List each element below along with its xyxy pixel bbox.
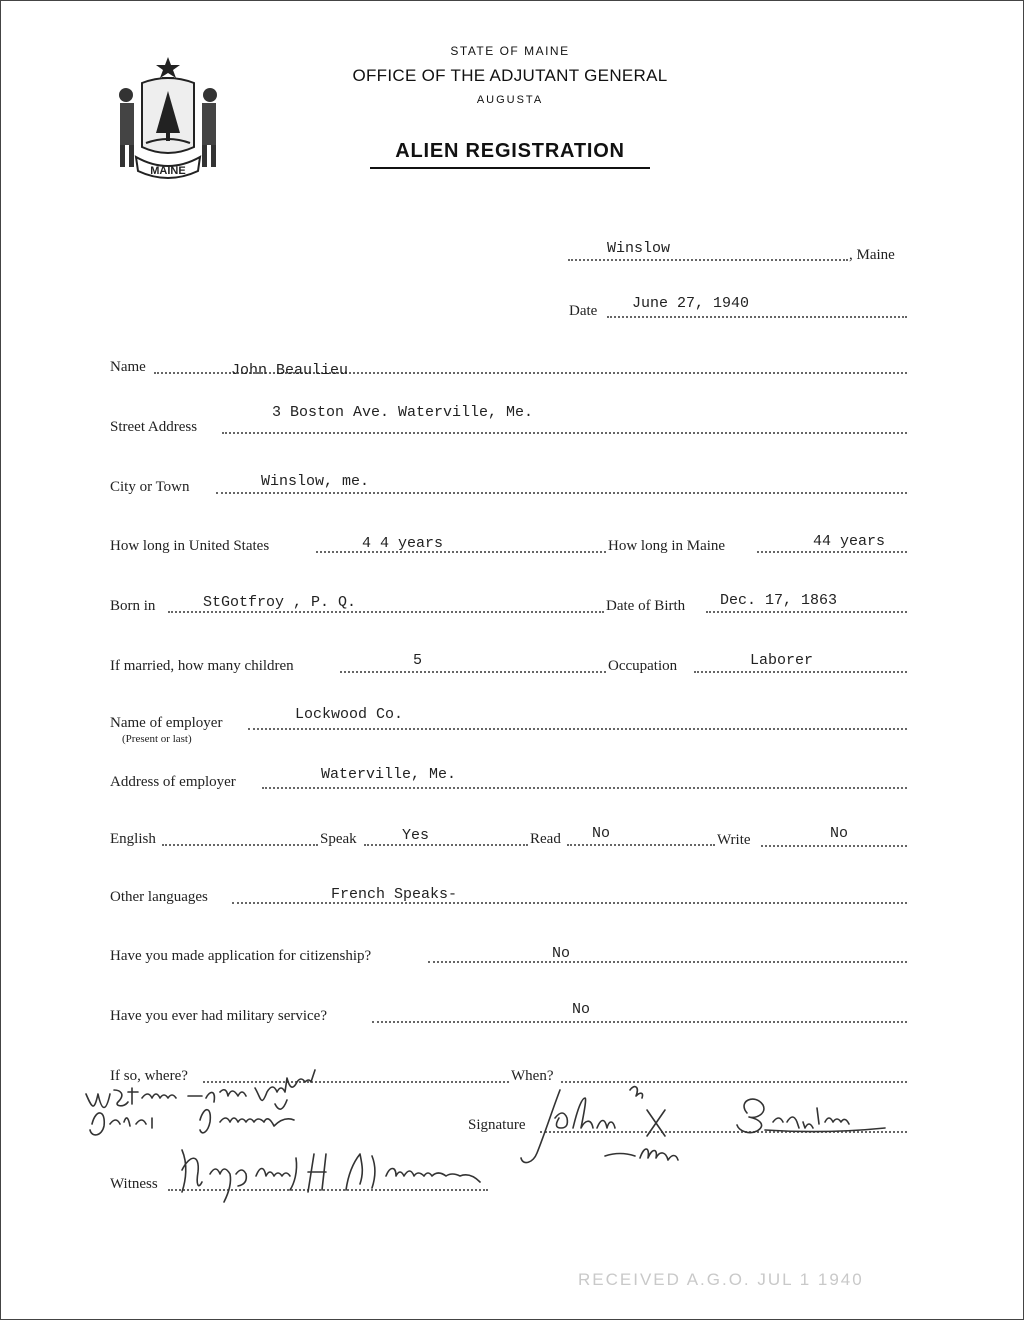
- witness-signature-handwriting: [170, 1140, 520, 1210]
- english-line: [162, 844, 318, 846]
- children-label: If married, how many children: [110, 658, 294, 674]
- how-long-maine-label: How long in Maine: [608, 538, 726, 554]
- read-line: [567, 844, 715, 846]
- when-label: When?: [511, 1068, 554, 1084]
- svg-text:MAINE: MAINE: [150, 165, 186, 177]
- received-stamp: RECEIVED A.G.O. JUL 1 1940: [578, 1270, 864, 1289]
- employer-address-label: Address of employer: [110, 774, 236, 790]
- other-languages-value: French Speaks-: [331, 886, 458, 903]
- dob-value: Dec. 17, 1863: [720, 592, 838, 609]
- speak-value: Yes: [402, 827, 430, 844]
- date-line: [607, 316, 907, 318]
- citizenship-label: Have you made application for citizenship?: [110, 948, 372, 964]
- witness-notes-handwriting: [80, 1078, 420, 1148]
- english-label: English: [110, 831, 156, 847]
- children-line: [340, 671, 606, 673]
- citizenship-value: No: [552, 945, 571, 962]
- born-in-value: StGotfroy , P. Q.: [203, 594, 357, 611]
- city-town-label: City or Town: [110, 479, 190, 495]
- born-in-line: [168, 611, 604, 613]
- employer-address-line: [262, 787, 907, 789]
- born-in-label: Born in: [110, 598, 156, 614]
- dob-label: Date of Birth: [606, 598, 686, 614]
- place-suffix: , Maine: [849, 247, 895, 263]
- write-label: Write: [717, 832, 751, 848]
- date-value: June 27, 1940: [632, 295, 750, 312]
- where-label: If so, where?: [110, 1068, 188, 1084]
- other-languages-label: Other languages: [110, 889, 208, 905]
- how-long-us-line: [316, 551, 606, 553]
- occupation-line: [694, 671, 907, 673]
- date-label: Date: [569, 303, 598, 319]
- signature-handwriting: [515, 1078, 895, 1178]
- form-title: ALIEN REGISTRATION: [395, 140, 625, 162]
- military-value: No: [572, 1001, 591, 1018]
- maine-state-seal-icon: [112, 55, 224, 185]
- dob-line: [706, 611, 907, 613]
- speak-label: Speak: [320, 831, 357, 847]
- employer-line: [248, 728, 907, 730]
- name-label: Name: [110, 359, 146, 375]
- write-value: No: [830, 825, 849, 842]
- children-value: 5: [413, 652, 423, 669]
- employer-sublabel: (Present or last): [122, 733, 192, 745]
- citizenship-line: [428, 961, 907, 963]
- read-label: Read: [530, 831, 561, 847]
- read-value: No: [592, 825, 611, 842]
- witness-label: Witness: [110, 1176, 158, 1192]
- how-long-maine-value: 44 years: [813, 533, 886, 550]
- military-line: [372, 1021, 907, 1023]
- name-value: John Beaulieu: [231, 362, 349, 379]
- header-state: STATE OF MAINE: [450, 44, 570, 58]
- employer-address-value: Waterville, Me.: [321, 766, 457, 783]
- employer-value: Lockwood Co.: [295, 706, 404, 723]
- header-office: OFFICE OF THE ADJUTANT GENERAL: [352, 66, 668, 85]
- city-town-value: Winslow, me.: [261, 473, 370, 490]
- place-value: Winslow: [607, 240, 671, 257]
- city-town-line: [216, 492, 907, 494]
- title-underline: [370, 167, 650, 169]
- street-line: [222, 432, 907, 434]
- how-long-maine-line: [757, 551, 907, 553]
- header-city: AUGUSTA: [476, 94, 544, 106]
- occupation-value: Laborer: [750, 652, 814, 669]
- write-line: [761, 845, 907, 847]
- how-long-us-value: 4 4 years: [362, 535, 444, 552]
- employer-label: Name of employer: [110, 715, 223, 731]
- how-long-us-label: How long in United States: [110, 538, 270, 554]
- place-line: [568, 259, 848, 261]
- street-value: 3 Boston Ave. Waterville, Me.: [272, 404, 534, 421]
- military-label: Have you ever had military service?: [110, 1008, 327, 1024]
- signature-label: Signature: [468, 1117, 526, 1133]
- occupation-label: Occupation: [608, 658, 678, 674]
- speak-line: [364, 844, 528, 846]
- street-label: Street Address: [110, 419, 198, 435]
